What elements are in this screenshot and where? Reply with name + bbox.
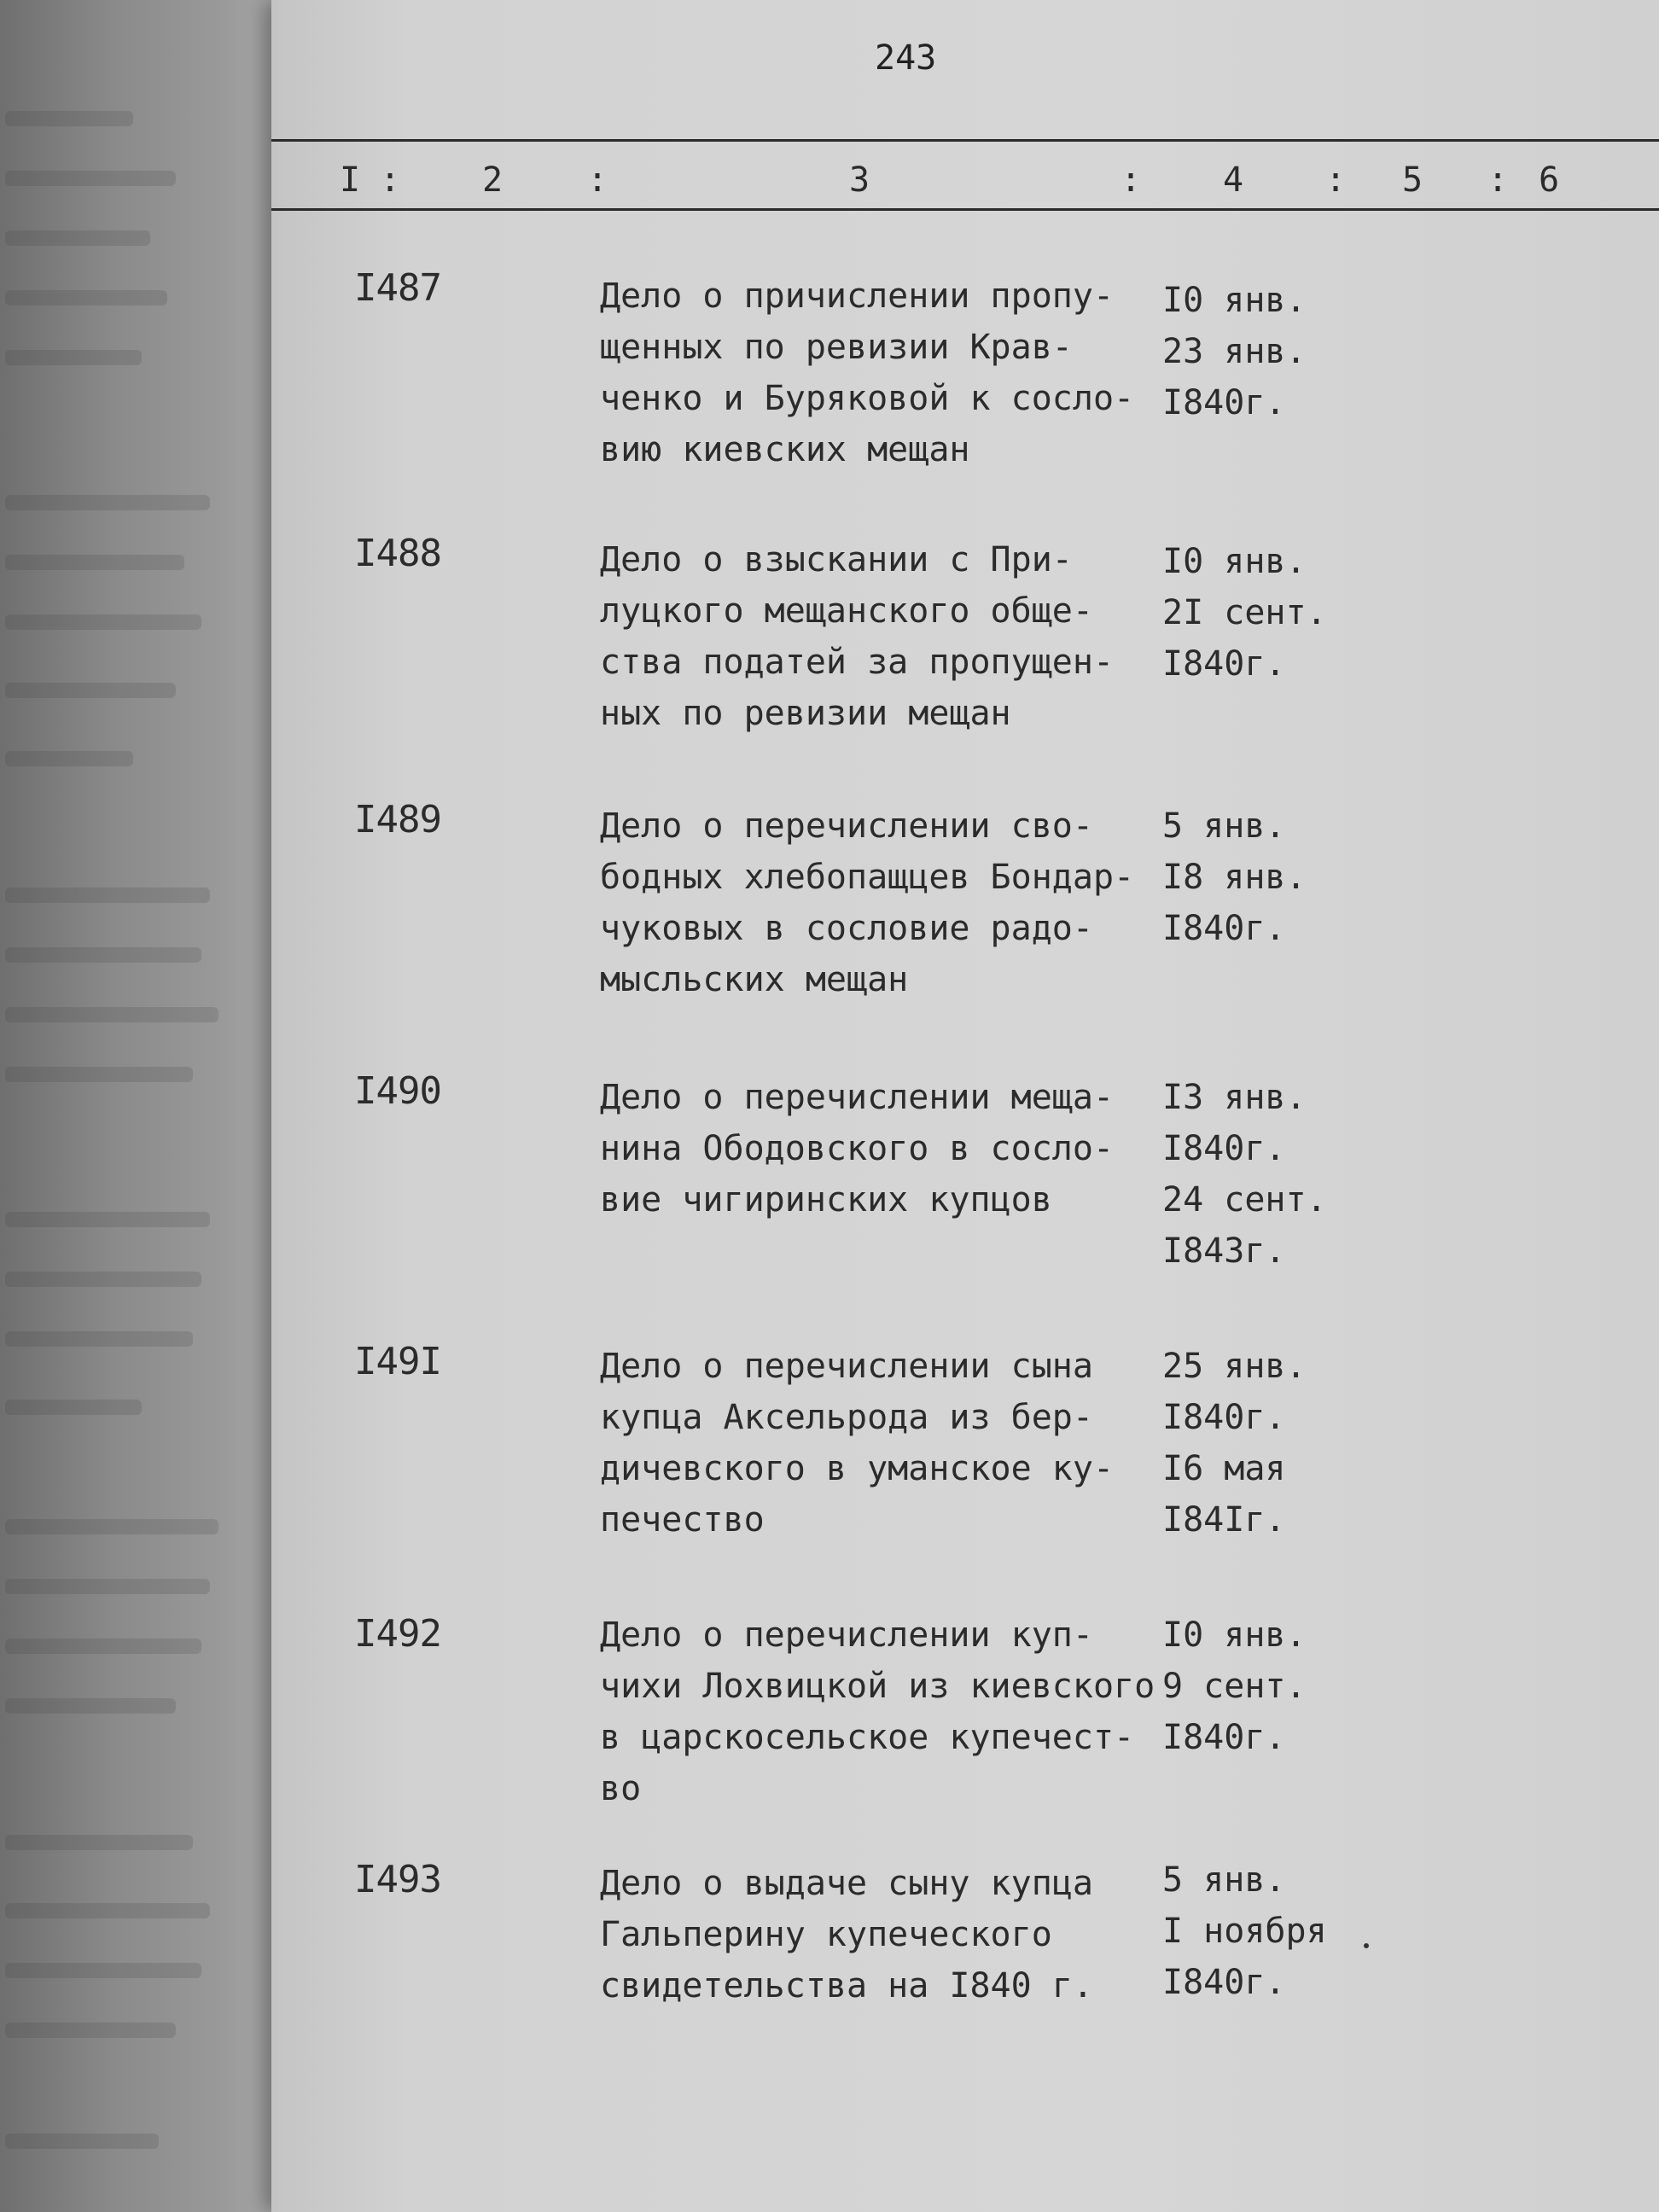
entry-text-line: вию киевских мещан	[600, 430, 970, 469]
entry-text-line: луцкого мещанского обще-	[600, 591, 1093, 631]
entry-dates	[1162, 1854, 1367, 2008]
entry-date-line: I840г.	[1162, 383, 1286, 422]
bleed-text-trace	[5, 1639, 201, 1654]
entry-description	[600, 1858, 1180, 2011]
entry-text-line: Дело о выдаче сыну купца	[600, 1864, 1093, 1903]
entry-description	[600, 800, 1180, 1005]
entry-text-line: чуковых в сословие радо-	[600, 909, 1093, 948]
previous-page-edge	[0, 0, 282, 2212]
bleed-text-trace	[5, 1835, 193, 1850]
header-col-5: 5	[1402, 160, 1423, 200]
bleed-text-trace	[5, 614, 201, 630]
entry-date-line: I840г.	[1162, 1963, 1286, 2002]
entry-text-line: во	[600, 1769, 642, 1808]
bleed-text-trace	[5, 1331, 193, 1347]
entry-date-line: I84Iг.	[1162, 1500, 1286, 1540]
entry-text-line: в царскосельское купечест-	[600, 1718, 1135, 1757]
entry-number: I489	[354, 798, 441, 841]
entry-text-line: бодных хлебопащцев Бондар-	[600, 858, 1135, 897]
bleed-text-trace	[5, 1400, 142, 1415]
bleed-text-trace	[5, 751, 133, 766]
bleed-text-trace	[5, 1903, 210, 1918]
entry-text-line: ченко и Буряковой к сосло-	[600, 379, 1135, 418]
entry-date-line: 25 янв.	[1162, 1347, 1307, 1386]
bleed-text-trace	[5, 1519, 218, 1534]
entry-number: I488	[354, 532, 441, 575]
bleed-text-trace	[5, 947, 201, 963]
header-col-3: 3	[849, 160, 870, 200]
entry-dates	[1162, 1072, 1367, 1277]
entry-text-line: Дело о перечислении меща-	[600, 1078, 1115, 1117]
entry-date-line: I840г.	[1162, 1718, 1286, 1757]
entry-text-line: купца Аксельрода из бер-	[600, 1398, 1093, 1437]
entry-number: I49I	[354, 1340, 441, 1383]
entry-dates	[1162, 1610, 1367, 1763]
header-col-1: I	[340, 160, 361, 200]
bleed-text-trace	[5, 888, 210, 903]
entry-description	[600, 1341, 1180, 1545]
entry-text-line: вие чигиринских купцов	[600, 1180, 1052, 1220]
entry-date-line: I8 янв.	[1162, 858, 1307, 897]
entry-number: I492	[354, 1612, 441, 1656]
bleed-text-trace	[5, 1272, 201, 1287]
bleed-text-trace	[5, 350, 142, 365]
bleed-text-trace	[5, 1007, 218, 1022]
entry-dates	[1162, 275, 1367, 428]
entry-date-line: 9 сент.	[1162, 1667, 1307, 1706]
entry-date-line: 24 сент.	[1162, 1180, 1327, 1220]
bleed-text-trace	[5, 1067, 193, 1082]
entry-date-line: I840г.	[1162, 1398, 1286, 1437]
bleed-text-trace	[5, 1698, 176, 1714]
bleed-text-trace	[5, 171, 176, 186]
entry-text-line: свидетельства на I840 г.	[600, 1966, 1093, 2005]
entry-text-line: печество	[600, 1500, 765, 1540]
bleed-text-trace	[5, 555, 184, 570]
entry-text-line: Гальперину купеческого	[600, 1915, 1052, 1954]
bleed-text-trace	[5, 111, 133, 126]
entry-date-line: I ноября	[1162, 1912, 1327, 1951]
entry-text-line: мысльских мещан	[600, 960, 909, 999]
entry-text-line: Дело о перечислении сына	[600, 1347, 1093, 1386]
header-col-2: 2	[482, 160, 504, 200]
entry-date-line: 23 янв.	[1162, 332, 1307, 371]
entry-date-line: I0 янв.	[1162, 542, 1307, 581]
entry-date-line: I840г.	[1162, 1129, 1286, 1168]
entry-date-line: 5 янв.	[1162, 1860, 1286, 1900]
header-col-6: 6	[1539, 160, 1560, 200]
entry-dates	[1162, 1341, 1367, 1545]
entry-number: I490	[354, 1069, 441, 1113]
entry-text-line: ства податей за пропущен-	[600, 643, 1115, 682]
entry-text-line: чихи Лохвицкой из киевского	[600, 1667, 1155, 1706]
entry-number: I493	[354, 1858, 441, 1901]
header-top-rule	[271, 139, 1659, 142]
entry-text-line: Дело о взыскании с При-	[600, 540, 1073, 579]
page-number: 243	[875, 38, 937, 78]
bleed-text-trace	[5, 1963, 201, 1978]
header-separator: :	[1487, 160, 1509, 200]
entry-text-line: Дело о перечислении куп-	[600, 1615, 1093, 1655]
entry-date-line: I843г.	[1162, 1231, 1286, 1271]
entry-text-line: нина Ободовского в сосло-	[600, 1129, 1115, 1168]
entry-description	[600, 534, 1180, 739]
entry-description	[600, 271, 1180, 475]
bleed-text-trace	[5, 683, 176, 698]
header-separator: :	[587, 160, 608, 200]
entry-text-line: щенных по ревизии Крав-	[600, 328, 1073, 367]
entry-description	[600, 1072, 1180, 1225]
entry-date-line: 5 янв.	[1162, 806, 1286, 846]
bleed-text-trace	[5, 495, 210, 510]
entry-text-line: Дело о причислении пропу-	[600, 276, 1115, 316]
header-bottom-rule	[271, 208, 1659, 211]
bleed-text-trace	[5, 2133, 159, 2149]
header-separator: :	[1121, 160, 1142, 200]
bleed-text-trace	[5, 1579, 210, 1594]
entry-text-line: Дело о перечислении сво-	[600, 806, 1093, 846]
entry-dates	[1162, 536, 1367, 690]
header-col-4: 4	[1223, 160, 1244, 200]
bleed-text-trace	[5, 290, 167, 306]
entry-number: I487	[354, 266, 441, 310]
entry-date-line: I0 янв.	[1162, 1615, 1307, 1655]
header-separator: :	[1325, 160, 1347, 200]
entry-description	[600, 1610, 1180, 1814]
bleed-text-trace	[5, 1212, 210, 1227]
entry-text-line: ных по ревизии мещан	[600, 694, 1011, 733]
entry-date-line: I6 мая	[1162, 1449, 1286, 1488]
stray-mark	[1364, 1943, 1369, 1948]
entry-date-line: I3 янв.	[1162, 1078, 1307, 1117]
entry-dates	[1162, 800, 1367, 954]
bleed-text-trace	[5, 2023, 176, 2038]
header-separator: :	[380, 160, 401, 200]
bleed-text-trace	[5, 230, 150, 246]
entry-date-line: I840г.	[1162, 644, 1286, 684]
entry-date-line: I0 янв.	[1162, 281, 1307, 320]
entry-text-line: дичевского в уманское ку-	[600, 1449, 1115, 1488]
entry-date-line: 2I сент.	[1162, 593, 1327, 632]
entry-date-line: I840г.	[1162, 909, 1286, 948]
